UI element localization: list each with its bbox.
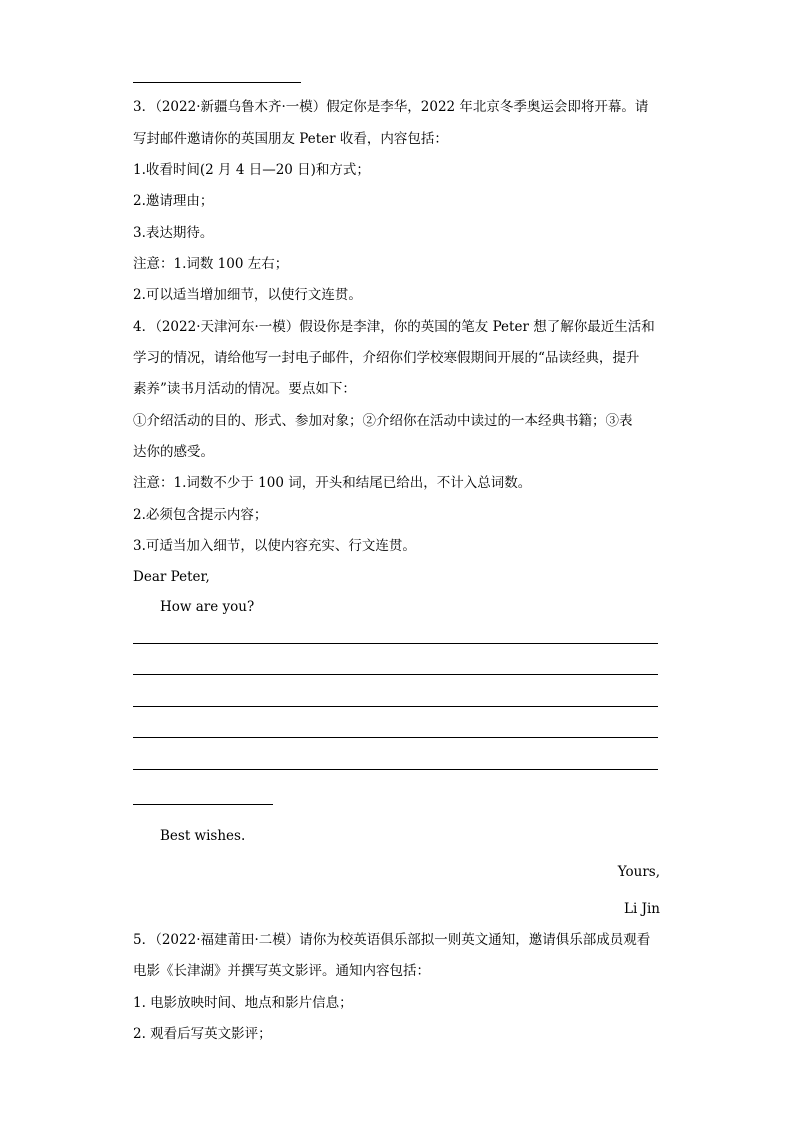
letter-signoff: Yours, [617,864,660,880]
q3-item-3: 3.表达期待。 [133,225,214,241]
q5-item-2: 2. 观看后写英文影评； [133,1026,272,1042]
q4-points-line1: ①介绍活动的目的、形式、参加对象；②介绍你在活动中读过的一本经典书籍；③表 [133,413,633,429]
letter-closing: Best wishes. [160,828,246,844]
q5-item-1: 1. 电影放映时间、地点和影片信息； [133,995,353,1011]
letter-greeting: Dear Peter, [133,569,210,585]
q3-title-line2: 写封邮件邀请你的英国朋友 Peter 收看，内容包括： [133,131,448,147]
q3-item-1: 1.收看时间(2 月 4 日—20 日)和方式； [133,162,370,178]
q4-title-line1: 4．（2022·天津河东·一模）假设你是李津，你的英国的笔友 Peter 想了解你最近生活和 [133,319,655,335]
q4-points-line2: 达你的感受。 [133,444,214,460]
writing-line [133,769,658,770]
q3-note-2: 2.可以适当增加细节，以使行文连贯。 [133,287,362,303]
q4-note-2: 2.必须包含提示内容； [133,507,268,523]
q3-item-2: 2.邀请理由； [133,193,214,209]
q4-note-1: 注意：1.词数不少于 100 词，开头和结尾已给出，不计入总词数。 [133,475,532,491]
writing-line [133,737,658,738]
q5-title-line2: 电影《长津湖》并撰写英文影评。通知内容包括： [133,963,430,979]
q3-title-line1: 3．（2022·新疆乌鲁木齐·一模）假定你是李华，2022 年北京冬季奥运会即将开幕。请 [133,99,649,115]
q4-title-line2: 学习的情况，请给他写一封电子邮件，介绍你们学校寒假期间开展的“品读经典，提升 [133,350,640,366]
letter-signature: Li Jin [624,901,660,917]
writing-line-short [133,804,273,805]
q4-title-line3: 素养”读书月活动的情况。要点如下： [133,381,356,397]
writing-line [133,643,658,644]
letter-opening: How are you? [160,599,255,615]
q3-note-1: 注意：1.词数 100 左右； [133,256,289,272]
writing-line [133,674,658,675]
answer-line-short [133,82,301,83]
q5-title-line1: 5．（2022·福建莆田·二模）请你为校英语俱乐部拟一则英文通知，邀请俱乐部成员观看 [133,932,651,948]
q4-note-3: 3.可适当加入细节，以使内容充实、行文连贯。 [133,538,416,554]
writing-line [133,706,658,707]
